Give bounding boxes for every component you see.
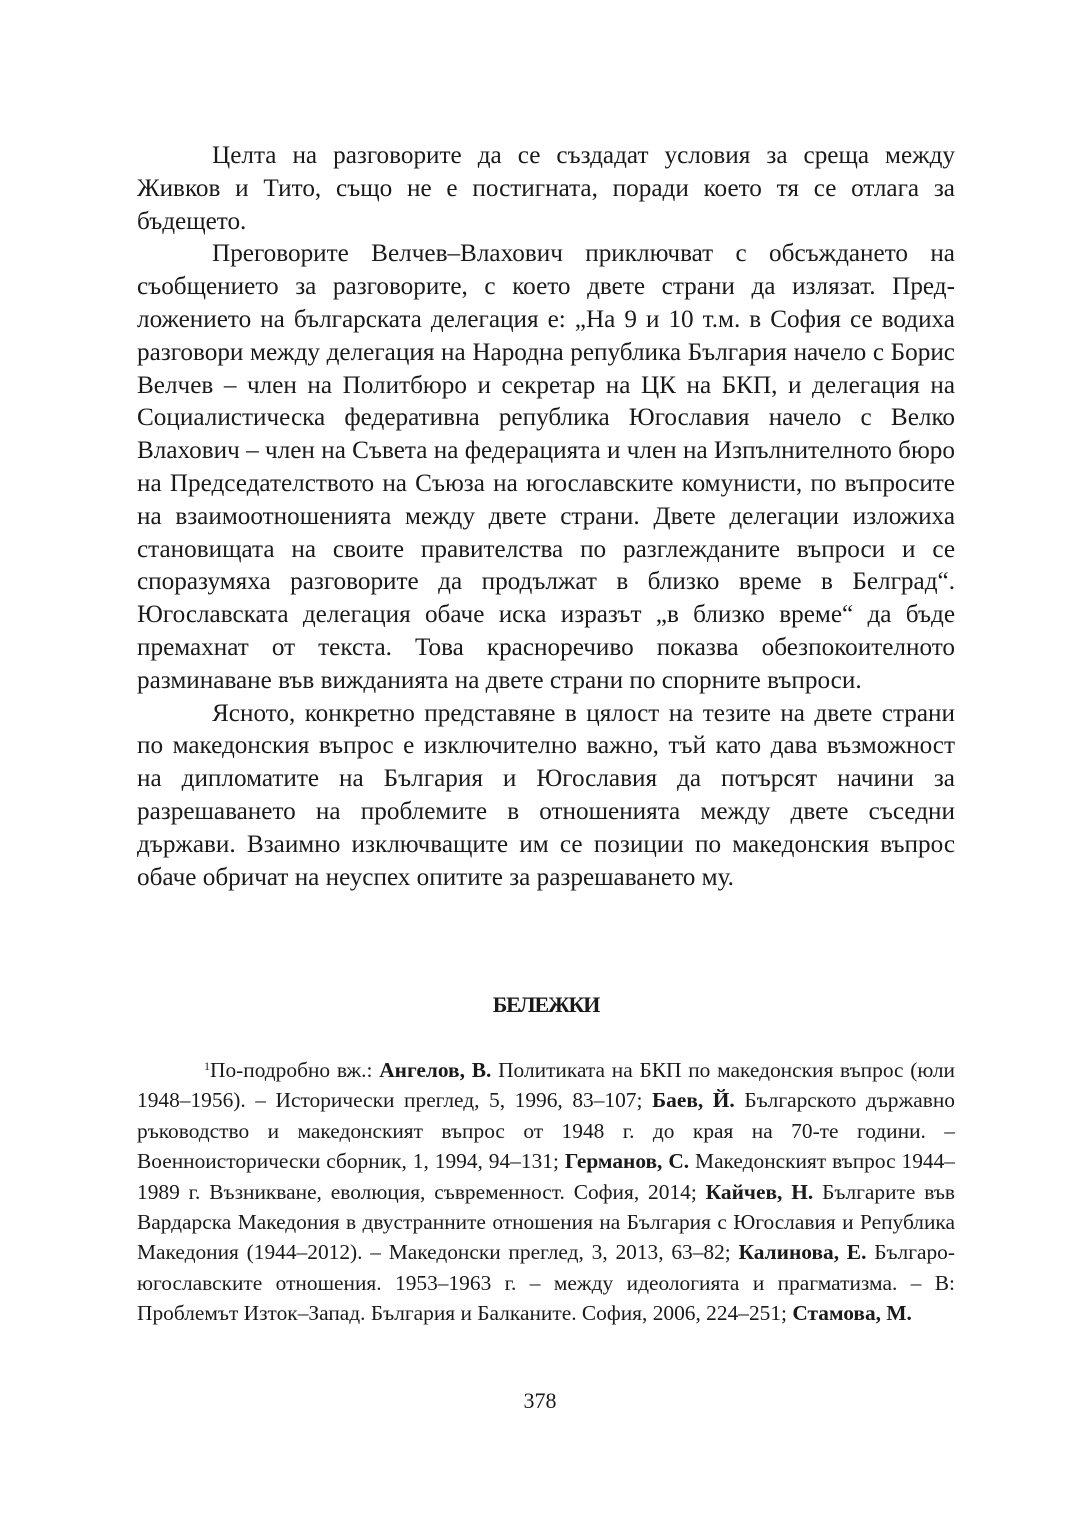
footnote-author: Кайчев, Н. <box>705 1179 814 1204</box>
footnote-part: Българо-югославските отношения. 1953–1963 г. – между идеологията и прагматизма. – В: Проблемът Изток–Запад. България и Балканите. София, 2006, 224–251; <box>137 1240 955 1326</box>
notes-section <box>137 1055 955 1329</box>
notes-heading: БЕЛЕЖКИ <box>492 992 600 1017</box>
footnote-1 <box>137 1055 955 1329</box>
page-body <box>137 140 955 1326</box>
footnote-author: Германов, С. <box>564 1149 690 1174</box>
footnote-author: Баев, Й. <box>651 1088 735 1113</box>
paragraph-1: Целта на разговорите да се създадат условия за среща между Живков и Тито, също не е постигната, поради което тя се отлага за бъдещето. <box>137 142 955 235</box>
paragraph-3: Ясното, конкретно представяне в цялост на тезите на двете страни по македонския въпрос е изключително важно, тъй като дава възможност на дипломатите на България и Югославия да потърсят начини за разрешаването на проблемите в отношенията между двете съседни държави. Взаимно изключващите им се позиции по македонския въпрос обаче обричат на неуспех опитите за разрешаването му. <box>137 699 955 891</box>
footnote-number: 1 <box>204 1059 210 1073</box>
footnote-author: Ангелов, В. <box>379 1058 492 1082</box>
footnote-part: Македонският въпрос 1944–1989 г. Възникване, еволюция, съвременност. София, 2014; <box>137 1149 955 1204</box>
page-number: 378 <box>523 1388 557 1413</box>
footnote-author: Стамова, М. <box>792 1301 912 1326</box>
footnote-author: Калинова, Е. <box>738 1240 867 1265</box>
footnote-part: Българите във Вардарска Македония в двустранните отношения на България с Югославия и Република Македония (1944–2012). – Македонски преглед, 3, 2013, 63–82; <box>137 1179 955 1265</box>
footnote-part: Българското държавно ръководство и македонският въпрос от 1948 г. до края на 70-те години. – Военноисторически сборник, 1, 1994, 94–131; <box>137 1088 955 1174</box>
footnote-part: По-подробно вж.: <box>210 1058 380 1082</box>
paragraph-2: Преговорите Велчев–Влахович приключват с обсъждането на съобщението за разговорите, с което двете страни да излязат. Предложението на българската делегация е: „На 9 и 10 т.м. в София се водиха разговори между делегация на Народна република България начело с Борис Велчев – член на Политбюро и секретар на ЦК на БКП, и делегация на Социалистическа федеративна република Югославия начело с Велко Влахович – член на Съвета на федерацията и член на Изпълнителното бюро на Председателството на Съюза на югославските комунисти, по въпросите на взаимоотношенията между двете страни. Двете делегации изложиха становищата на своите правителства по разглежданите въпроси и се споразумяха разговорите да продължат в близко време в Белград“. Югославската делегация обаче иска изразът „в близко време“ да бъде премахнат от текста. Това красноречиво показва обезпокоителното разминаване във вижданията на двете страни по спорните въпроси. <box>137 240 955 694</box>
main-text <box>137 140 955 894</box>
footnote-part: Политиката на БКП по македонския въпрос (юли 1948–1956). – Исторически преглед, 5, 1996, 83–107; <box>137 1058 955 1113</box>
